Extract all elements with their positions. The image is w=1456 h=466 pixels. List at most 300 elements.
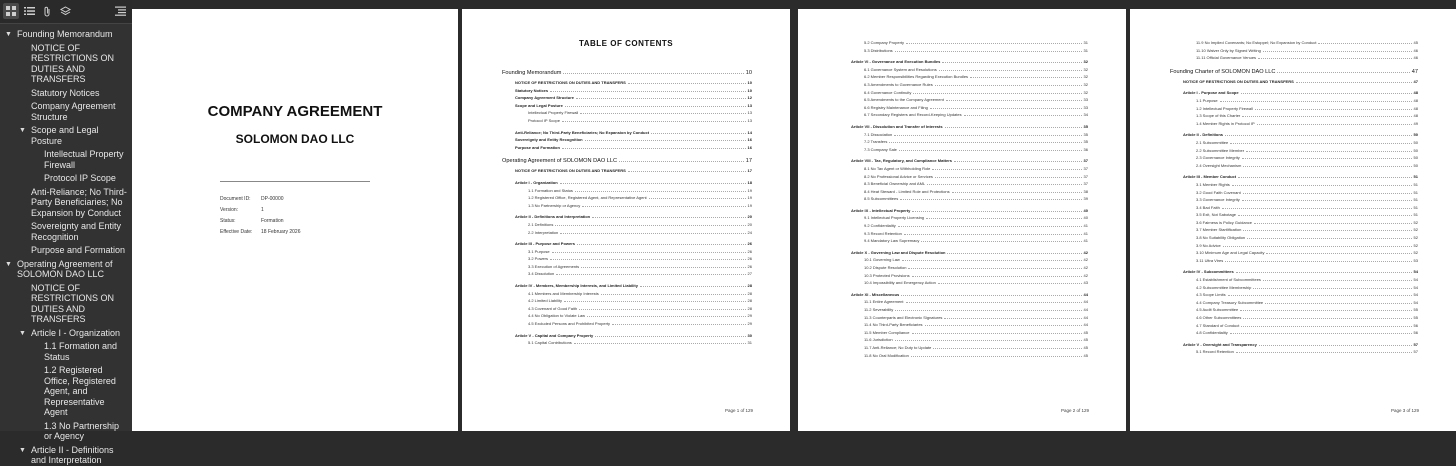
toc-leader-dots	[562, 120, 746, 122]
toc-entry[interactable]	[838, 59, 1088, 67]
toc-entry[interactable]	[502, 264, 752, 272]
toc-entry-title: 11.2 Severability	[864, 307, 894, 312]
toc-entry[interactable]	[502, 241, 752, 249]
document-viewer[interactable]	[132, 0, 1456, 431]
page-cover	[132, 9, 458, 431]
toc-page-number: 54	[1413, 269, 1418, 275]
outline-item[interactable]	[0, 101, 132, 122]
toc-entry-title: 11.1 Entire Agreement	[864, 299, 904, 305]
toc-entry[interactable]	[838, 273, 1088, 281]
toc-entry-title: Article X - Governing Law and Dispute Resolution	[851, 249, 946, 255]
toc-leader-dots	[895, 339, 1082, 341]
outline-item-label: Statutory Notices	[31, 87, 100, 98]
toc-entry[interactable]	[1170, 40, 1418, 48]
toc-entry[interactable]	[838, 48, 1088, 56]
page-footer: Page 3 of 129	[1390, 408, 1419, 413]
toc-leader-dots	[1243, 192, 1412, 194]
toc-leader-dots	[579, 308, 745, 310]
toc-entry-title: 3.4 Bad Faith	[1196, 204, 1220, 210]
toc-entry-title: 3.10 Minimum Age and Legal Capacity	[1196, 250, 1265, 256]
toc-page-number: 40	[1083, 215, 1088, 221]
toc-entry-title: 11.8 No Oral Modification	[864, 352, 909, 358]
toc-entry[interactable]	[838, 208, 1088, 216]
toc-entry[interactable]	[1170, 243, 1418, 251]
toc-entry[interactable]	[1170, 69, 1418, 79]
toc-page-number: 48	[1413, 97, 1418, 103]
outline-item[interactable]	[0, 173, 132, 184]
meta-row	[220, 207, 300, 218]
toc-entry[interactable]	[1170, 132, 1418, 140]
toc-leader-dots	[612, 323, 745, 325]
toc-page-number: 28	[747, 283, 752, 289]
toc-entry[interactable]	[838, 40, 1088, 48]
toc-entry-title: 3.3 Governance Integrity	[1196, 197, 1240, 203]
toc-leader-dots	[911, 355, 1082, 357]
toc-leader-dots	[1220, 100, 1412, 102]
toc-page-number: 51	[1413, 174, 1418, 180]
toc-page-number: 50	[1413, 155, 1418, 161]
toc-entry[interactable]	[1170, 349, 1418, 357]
toc-entry-title: 11.3 Counterparts and Electronic Signatures	[864, 314, 943, 320]
toc-leader-dots	[935, 176, 1082, 178]
outline-item-label: Sovereignty and Entity Recognition	[31, 221, 122, 242]
toc-page-number: 51	[1413, 181, 1418, 187]
toc-leader-dots	[552, 251, 746, 253]
toc-entry-title: 2.4 Oversight Mechanism	[1196, 162, 1242, 168]
toc-leader-dots	[898, 225, 1082, 227]
toc-entry-title: 6.7 Secondary Registers and Record-Keeping Updates	[864, 112, 962, 118]
toc-entry[interactable]	[1170, 285, 1418, 293]
toc-leader-dots	[564, 300, 746, 302]
toc-leader-dots	[1318, 42, 1411, 44]
toc-entry[interactable]	[502, 118, 752, 126]
toc-entry[interactable]	[502, 130, 752, 138]
toc-entry-title: 2.2 Subcommittee Member	[1196, 147, 1245, 153]
toc-entry[interactable]	[502, 313, 752, 321]
outline-item-label: NOTICE OF RESTRICTIONS ON DUTIES AND TRANSFERS	[31, 42, 115, 84]
cover-title: COMPANY AGREEMENT	[207, 103, 383, 120]
toc-entry-title: Article V - Oversight and Transparency	[1183, 341, 1257, 347]
meta-value: 1	[261, 207, 264, 213]
toc-entry-title: 11.9 No Implied Covenants; No Estoppel; No Expansion by Conduct	[1196, 40, 1317, 45]
outline-item-label: 1.3 No Partnership or Agency	[44, 420, 120, 441]
toc-entry-title: 2.2 Interpretation	[528, 229, 559, 235]
toc-entry[interactable]	[502, 168, 752, 176]
toc-entry-title: Purpose and Formation	[515, 144, 560, 150]
toc-entry[interactable]	[502, 271, 752, 279]
toc-entry[interactable]	[1170, 307, 1418, 315]
outline-item[interactable]	[0, 421, 132, 442]
toc-entry[interactable]	[838, 337, 1088, 345]
page-footer: Page 1 of 129	[724, 408, 753, 413]
toc-page-number: 48	[1413, 113, 1418, 119]
toc-entry-title: 6.6 Registry Maintenance and Filing	[864, 104, 928, 110]
toc-entry-title: 11.10 Waiver Only by Signed Writing	[1196, 47, 1261, 53]
toc-leader-dots	[912, 275, 1082, 277]
toc-entry[interactable]	[502, 283, 752, 291]
toc-entry[interactable]	[1170, 330, 1418, 338]
page-toc-2	[798, 9, 1126, 431]
toc-page-number: 18	[747, 179, 752, 185]
toc-entry[interactable]	[838, 105, 1088, 113]
toc-page-number: 13	[747, 110, 752, 116]
toc-entry-title: 8.2 No Professional Advice or Services	[864, 173, 933, 179]
toc-entry[interactable]	[1170, 106, 1418, 114]
toc-page-number: 53	[1413, 257, 1418, 263]
toc-entry[interactable]	[838, 257, 1088, 265]
toc-entry[interactable]	[838, 315, 1088, 323]
toc-leader-dots	[628, 170, 746, 172]
outline-item[interactable]	[0, 221, 132, 242]
outline-item[interactable]	[0, 283, 132, 325]
toc-entry-title: 4.7 Standard of Conduct	[1196, 322, 1240, 328]
toc-entry[interactable]	[502, 95, 752, 103]
toc-page-number: 24	[747, 229, 752, 235]
toc-entry[interactable]	[838, 67, 1088, 75]
toc-entry[interactable]	[1170, 250, 1418, 258]
toc-entry[interactable]	[1170, 55, 1418, 63]
toc-leader-dots	[1241, 92, 1412, 94]
toc-entry[interactable]	[1170, 315, 1418, 323]
toc-entry[interactable]	[502, 70, 752, 80]
toc-entry[interactable]	[838, 196, 1088, 204]
toc-entry[interactable]	[502, 249, 752, 257]
toc-entry[interactable]	[1170, 90, 1418, 98]
toc-page-number: 50	[1413, 147, 1418, 153]
toc-page-number: 28	[747, 290, 752, 296]
toc-entry[interactable]	[1170, 155, 1418, 163]
outline-item[interactable]	[0, 88, 132, 99]
toc-leader-dots	[574, 342, 746, 344]
toc-entry[interactable]	[1170, 300, 1418, 308]
toc-entry[interactable]	[838, 265, 1088, 273]
toc-entry[interactable]	[838, 322, 1088, 330]
expand-triangle-icon[interactable]: ▼	[19, 446, 26, 454]
toc-leader-dots	[1243, 165, 1411, 167]
toc-entry-title: 8.1 No Tax Agent or Withholding Role	[864, 165, 931, 171]
toc-entry[interactable]	[502, 110, 752, 118]
toc-entry-title: Statutory Notices	[515, 87, 549, 93]
toc-entry[interactable]	[838, 181, 1088, 189]
toc-leader-dots	[1258, 57, 1412, 59]
toc-entry[interactable]	[502, 256, 752, 264]
toc-entry[interactable]	[1170, 163, 1418, 171]
toc-page-number: 42	[1083, 272, 1088, 278]
toc-entry-title: 8.5 Subcommittees	[864, 196, 899, 202]
outline-item[interactable]	[0, 328, 132, 339]
toc-entry-title: 4.4 Company Treasury Subcommittee	[1196, 299, 1264, 305]
toc-entry[interactable]	[838, 299, 1088, 307]
toc-entry[interactable]	[502, 306, 752, 314]
outline-icon[interactable]	[21, 3, 37, 19]
toc-entry[interactable]	[502, 214, 752, 222]
toc-leader-dots	[1259, 344, 1412, 346]
toc-entry[interactable]	[1170, 113, 1418, 121]
toc-entry[interactable]	[1170, 269, 1418, 277]
toc-entry[interactable]	[502, 230, 752, 238]
outline-item[interactable]	[0, 125, 132, 146]
toc-entry-title: 10.2 Dispute Resolution	[864, 265, 907, 271]
thumbnails-icon[interactable]	[3, 3, 19, 19]
outline-item-label: Scope and Legal Posture	[31, 125, 99, 146]
toc-entry[interactable]	[1170, 140, 1418, 148]
toc-entry[interactable]	[838, 280, 1088, 288]
toc-entry[interactable]	[502, 321, 752, 329]
toc-page-number: 44	[1083, 291, 1088, 297]
toc-leader-dots	[1243, 229, 1411, 231]
toc-entry[interactable]	[1170, 258, 1418, 266]
toc-leader-dots	[895, 50, 1082, 52]
toc-leader-dots	[1247, 237, 1411, 239]
toc-page-number: 26	[747, 256, 752, 262]
toc-entry-title: 1.2 Registered Office, Registered Agent, and Representative Agent	[528, 195, 647, 201]
toc-leader-dots	[1277, 71, 1409, 73]
expand-triangle-icon[interactable]: ▼	[19, 127, 26, 134]
toc-leader-dots	[580, 112, 745, 114]
toc-entry[interactable]	[838, 166, 1088, 174]
toc-leader-dots	[1238, 214, 1412, 216]
toc-leader-dots	[906, 42, 1082, 44]
toc-entry[interactable]	[502, 203, 752, 211]
outline-item[interactable]	[0, 245, 132, 256]
toc-page-number: 50	[1413, 132, 1418, 138]
toc-leader-dots	[1222, 207, 1412, 209]
toc-entry[interactable]	[838, 353, 1088, 361]
toc-entry[interactable]	[1170, 79, 1418, 87]
toc-page-number: 20	[747, 214, 752, 220]
outline-item[interactable]	[0, 445, 132, 466]
toc-entry[interactable]	[1170, 220, 1418, 228]
toc-entry[interactable]	[1170, 342, 1418, 350]
toc-entry[interactable]	[502, 188, 752, 196]
toc-entry[interactable]	[838, 139, 1088, 147]
toc-page-number: 29	[747, 321, 752, 327]
meta-row	[220, 218, 300, 229]
toc-leader-dots	[550, 258, 746, 260]
toc-entry[interactable]	[838, 74, 1088, 82]
toc-leader-dots	[1255, 108, 1412, 110]
sidebar-toolbar	[0, 0, 132, 24]
toc-leader-dots	[1223, 245, 1412, 247]
toc-leader-dots	[581, 266, 745, 268]
expand-triangle-icon[interactable]: ▼	[5, 31, 12, 38]
toc-leader-dots	[932, 168, 1081, 170]
toc-entry[interactable]	[1170, 182, 1418, 190]
toc-entry[interactable]	[502, 222, 752, 230]
toc-leader-dots	[592, 216, 745, 218]
toc-entry[interactable]	[838, 231, 1088, 239]
toc-entry[interactable]	[838, 215, 1088, 223]
toc-entry[interactable]	[838, 330, 1088, 338]
toc-entry[interactable]	[838, 147, 1088, 155]
toc-page-number: 52	[1413, 242, 1418, 248]
page-toc-3	[1130, 9, 1456, 431]
toc-page-number: 32	[1083, 89, 1088, 95]
toc-entry-title: 6.4 Governance Continuity	[864, 89, 912, 95]
toc-page-number: 17	[745, 158, 752, 165]
toc-leader-dots	[1228, 294, 1412, 296]
toc-page-number: 40	[1083, 207, 1088, 213]
toc-entry[interactable]	[838, 345, 1088, 353]
toc-page-number: 44	[1083, 314, 1088, 320]
toc-entry-title: 4.2 Limited Liability	[528, 298, 563, 304]
toc-leader-dots	[575, 190, 746, 192]
toc-leader-dots	[651, 132, 746, 134]
meta-key: Effective Date:	[220, 229, 253, 235]
toc-entry-title: 1.1 Formation and Status	[528, 187, 573, 193]
outline-item[interactable]	[0, 29, 132, 40]
toc-page-number: 52	[1413, 227, 1418, 233]
toc-entry[interactable]	[1170, 212, 1418, 220]
meta-key: Status:	[220, 218, 236, 224]
toc-page-number: 41	[1083, 223, 1088, 229]
toc-entry[interactable]	[502, 195, 752, 203]
toc-entry-title: 10.3 Protected Provisions	[864, 272, 910, 278]
options-menu-icon[interactable]	[112, 3, 128, 19]
toc-leader-dots	[1241, 325, 1411, 327]
toc-entry[interactable]	[502, 88, 752, 96]
toc-entry-title: 2.1 Definitions	[528, 221, 554, 227]
outline-item-label: Anti-Reliance; No Third-Party Beneficiaries; No Expansion by Conduct	[31, 186, 127, 218]
toc-entry[interactable]	[838, 90, 1088, 98]
toc-page-number: 44	[1083, 307, 1088, 312]
toc-leader-dots	[1296, 81, 1412, 83]
toc-leader-dots	[1242, 115, 1411, 117]
outline-item[interactable]	[0, 341, 132, 362]
toc-leader-dots	[1263, 50, 1412, 52]
toc-leader-dots	[1232, 184, 1412, 186]
toc-entry[interactable]	[502, 80, 752, 88]
toc-leader-dots	[889, 141, 1081, 143]
toc-entry-title: 4.4 No Obligation to Violate Law	[528, 313, 586, 319]
toc-entry[interactable]	[838, 132, 1088, 140]
toc-leader-dots	[942, 61, 1081, 63]
toc-entry[interactable]	[1170, 235, 1418, 243]
toc-entry[interactable]	[838, 112, 1088, 120]
toc-entry[interactable]	[502, 103, 752, 111]
toc-entry-title: 8.3 Beneficial Ownership and AML	[864, 181, 926, 187]
expand-triangle-icon[interactable]: ▼	[5, 260, 12, 268]
outline-item-label: Protocol IP Scope	[44, 173, 116, 183]
toc-entry-title: Article V - Capital and Company Property	[515, 332, 594, 338]
toc-entry[interactable]	[1170, 292, 1418, 300]
toc-entry[interactable]	[502, 298, 752, 306]
toc-entry[interactable]	[1170, 197, 1418, 205]
toc-entry[interactable]	[1170, 277, 1418, 285]
toc-entry-title: 3.2 Good Faith Covenant	[1196, 189, 1241, 195]
toc-entry-title: Article IV - Subcommittees	[1183, 269, 1234, 275]
toc-entry-title: Anti-Reliance; No Third-Party Beneficiaries; No Expansion by Conduct	[515, 129, 650, 135]
meta-value: 18 February 2026	[261, 229, 301, 235]
outline-item[interactable]	[0, 149, 132, 170]
toc-leader-dots	[904, 233, 1082, 235]
toc-page-number: 17	[747, 168, 752, 174]
toc-entry[interactable]	[502, 291, 752, 299]
toc-entry[interactable]	[1170, 205, 1418, 213]
toc-page-number: 55	[1413, 307, 1418, 313]
toc-entry[interactable]	[838, 307, 1088, 315]
toc-entry[interactable]	[502, 145, 752, 153]
toc-leader-dots	[913, 92, 1081, 94]
toc-leader-dots	[1246, 150, 1412, 152]
toc-leader-dots	[1253, 287, 1411, 289]
outline-item-label: Founding Memorandum	[17, 29, 113, 39]
toc-entry[interactable]	[838, 238, 1088, 246]
toc-entry-title: 7.1 Dissociation	[864, 131, 893, 137]
toc-page-number: 31	[1083, 47, 1088, 53]
toc-entry[interactable]	[838, 223, 1088, 231]
toc-page-number: 38	[1083, 188, 1088, 194]
toc-entry[interactable]	[838, 292, 1088, 300]
toc-page-number: 37	[1083, 165, 1088, 171]
toc-entry[interactable]	[1170, 148, 1418, 156]
toc-page-number: 51	[1413, 204, 1418, 210]
toc-entry[interactable]	[502, 333, 752, 341]
toc-leader-dots	[1238, 176, 1411, 178]
toc-entry-title: 9.4 Mandatory Law Supremacy	[864, 238, 920, 244]
toc-entry[interactable]	[1170, 48, 1418, 56]
outline-item[interactable]	[0, 187, 132, 219]
toc-page-number: 16	[747, 144, 752, 150]
toc-entry-title: Article VII - Dissolution and Transfer of Interests	[851, 123, 943, 129]
toc-entry[interactable]	[1170, 323, 1418, 331]
toc-page-number: 37	[1083, 173, 1088, 179]
attachments-icon[interactable]	[39, 3, 55, 19]
toc-entry[interactable]	[838, 158, 1088, 166]
toc-page-number: 34	[1083, 112, 1088, 118]
outline-item[interactable]	[0, 43, 132, 85]
toc-page-number: 37	[1083, 158, 1088, 164]
expand-triangle-icon[interactable]: ▼	[19, 329, 26, 337]
toc-page-number: 13	[747, 117, 752, 123]
toc-entry[interactable]	[838, 97, 1088, 105]
toc-leader-dots	[939, 69, 1082, 71]
toc-entry[interactable]	[838, 189, 1088, 197]
toc-leader-dots	[933, 347, 1081, 349]
toc-entry-title: Article II - Definitions and Interpretation	[515, 214, 591, 220]
toc-leader-dots	[587, 315, 745, 317]
toc-entry[interactable]	[838, 250, 1088, 258]
layers-icon[interactable]	[57, 3, 73, 19]
toc-entry[interactable]	[502, 180, 752, 188]
toc-entry[interactable]	[1170, 190, 1418, 198]
toc-entry[interactable]	[1170, 121, 1418, 129]
toc-leader-dots	[601, 293, 746, 295]
toc-page-number: 54	[1413, 292, 1418, 298]
toc-page-number: 46	[1413, 55, 1418, 61]
toc-entry[interactable]	[502, 340, 752, 348]
toc-leader-dots	[556, 273, 745, 275]
outline-item[interactable]	[0, 365, 132, 418]
toc-page-number: 45	[1083, 352, 1088, 358]
toc-entry-title: 5.2 Company Property	[864, 40, 905, 45]
toc-entry[interactable]	[838, 174, 1088, 182]
outline-sidebar	[0, 0, 132, 465]
toc-entry-title: 11.11 Official Governance Venues	[1196, 55, 1257, 61]
toc-entry[interactable]	[1170, 174, 1418, 182]
toc-entry[interactable]	[838, 124, 1088, 132]
outline-item[interactable]	[0, 259, 132, 280]
toc-page-number: 32	[1083, 81, 1088, 87]
toc-entry[interactable]	[1170, 227, 1418, 235]
toc-entry[interactable]	[502, 137, 752, 145]
toc-entry[interactable]	[502, 158, 752, 168]
toc-entry[interactable]	[838, 82, 1088, 90]
toc-page-number: 33	[1083, 97, 1088, 103]
toc-page-number: 45	[1083, 337, 1088, 343]
toc-entry[interactable]	[1170, 98, 1418, 106]
toc-leader-dots	[577, 243, 746, 245]
